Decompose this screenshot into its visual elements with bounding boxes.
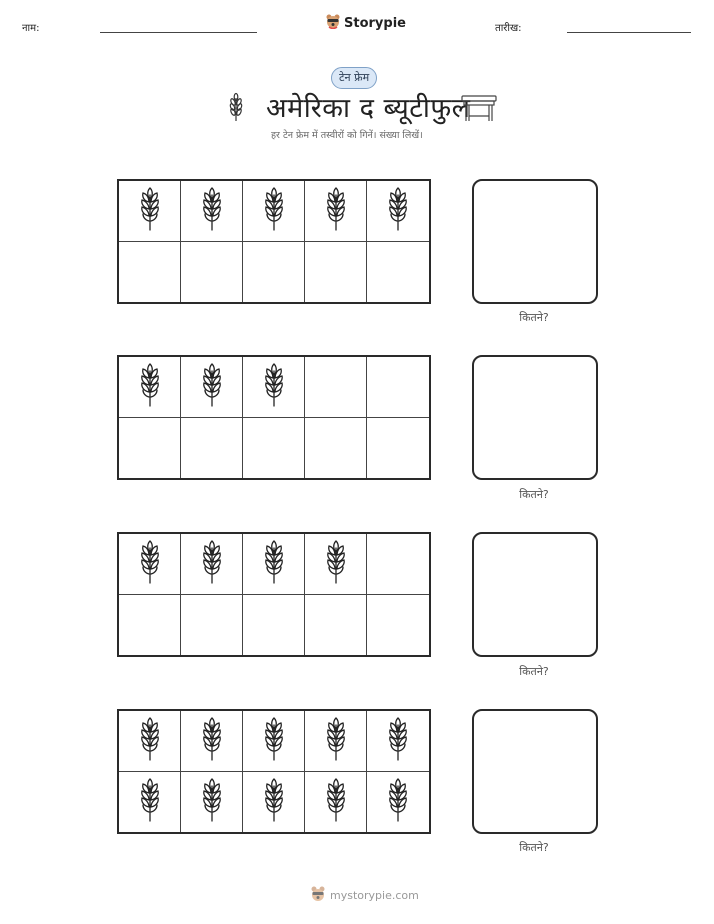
wheat-icon (199, 717, 225, 765)
wheat-icon (199, 187, 225, 235)
frame-cell (243, 418, 305, 479)
frame-cell (119, 242, 181, 303)
answer-box-2[interactable] (472, 355, 598, 480)
frame-cell (367, 242, 429, 303)
frame-cell (119, 534, 181, 595)
footer-site: mystorypie.com (330, 889, 419, 902)
frame-cell (367, 595, 429, 656)
frame-cell (243, 242, 305, 303)
frame-cell (181, 772, 243, 833)
frame-cell (181, 711, 243, 772)
frame-cell (305, 595, 367, 656)
wheat-icon (199, 363, 225, 411)
frame-cell (243, 357, 305, 418)
wheat-icon (261, 363, 287, 411)
bear-icon (310, 885, 326, 906)
worksheet-type-badge: टेन फ्रेम (331, 67, 377, 89)
frame-cell (367, 534, 429, 595)
frame-cell (119, 357, 181, 418)
answer-label-4: कितने? (519, 841, 549, 854)
wheat-icon (323, 778, 349, 826)
wheat-icon (323, 540, 349, 588)
frame-cell (181, 357, 243, 418)
frame-cell (181, 418, 243, 479)
answer-box-3[interactable] (472, 532, 598, 657)
ten-frame-4 (117, 709, 431, 834)
frame-cell (243, 181, 305, 242)
answer-label-3: कितने? (519, 665, 549, 678)
date-label: तारीख: (495, 23, 522, 34)
frame-cell (181, 534, 243, 595)
frame-cell (119, 711, 181, 772)
frame-cell (367, 181, 429, 242)
wheat-icon (137, 540, 163, 588)
frame-cell (243, 595, 305, 656)
frame-cell (243, 711, 305, 772)
wheat-icon (385, 187, 411, 235)
frame-cell (181, 595, 243, 656)
ten-frame-3 (117, 532, 431, 657)
frame-cell (119, 595, 181, 656)
frame-cell (305, 357, 367, 418)
answer-label-1: कितने? (519, 311, 549, 324)
frame-cell (367, 357, 429, 418)
wheat-icon (261, 540, 287, 588)
wheat-icon (323, 187, 349, 235)
ten-frame-2 (117, 355, 431, 480)
wheat-icon (199, 778, 225, 826)
frame-cell (305, 711, 367, 772)
brand-logo (325, 13, 406, 33)
bear-icon (325, 13, 341, 33)
frame-cell (305, 418, 367, 479)
frame-cell (243, 772, 305, 833)
wheat-icon (137, 717, 163, 765)
wheat-icon (226, 92, 246, 126)
frame-cell (119, 418, 181, 479)
answer-label-2: कितने? (519, 488, 549, 501)
ten-frame-1 (117, 179, 431, 304)
wheat-icon (385, 717, 411, 765)
answer-box-4[interactable] (472, 709, 598, 834)
table-icon (461, 94, 497, 126)
frame-cell (305, 772, 367, 833)
wheat-icon (261, 187, 287, 235)
wheat-icon (385, 778, 411, 826)
instructions: हर टेन फ्रेम में तस्वीरों को गिनें। संख्या लिखें। (271, 130, 423, 141)
frame-cell (243, 534, 305, 595)
footer (310, 885, 419, 906)
frame-cell (305, 534, 367, 595)
brand-name: Storypie (344, 15, 406, 31)
frame-cell (367, 418, 429, 479)
wheat-icon (199, 540, 225, 588)
page-title: अमेरिका द ब्यूटीफुल (266, 93, 471, 124)
frame-cell (367, 711, 429, 772)
frame-cell (181, 242, 243, 303)
wheat-icon (261, 717, 287, 765)
wheat-icon (137, 187, 163, 235)
wheat-icon (137, 778, 163, 826)
wheat-icon (137, 363, 163, 411)
frame-cell (119, 772, 181, 833)
answer-box-1[interactable] (472, 179, 598, 304)
frame-cell (119, 181, 181, 242)
frame-cell (181, 181, 243, 242)
frame-cell (305, 242, 367, 303)
date-line[interactable] (567, 32, 691, 33)
frame-cell (367, 772, 429, 833)
wheat-icon (323, 717, 349, 765)
name-line[interactable] (100, 32, 257, 33)
name-label: नाम: (22, 23, 40, 34)
wheat-icon (261, 778, 287, 826)
frame-cell (305, 181, 367, 242)
